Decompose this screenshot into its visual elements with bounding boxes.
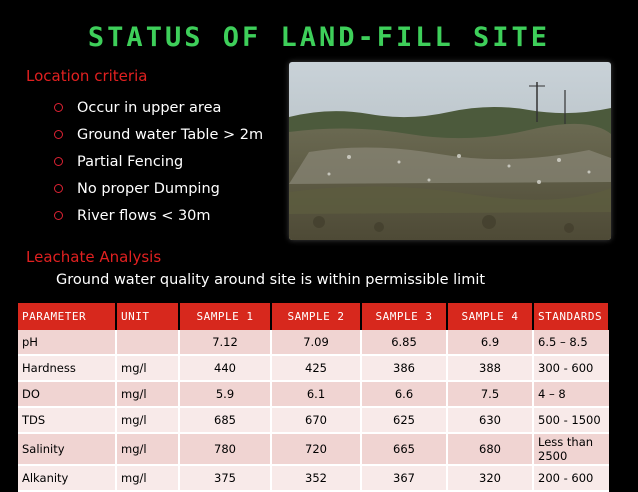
list-item: Ground water Table > 2m	[50, 121, 263, 148]
table-cell: mg/l	[116, 355, 179, 381]
column-header: SAMPLE 4	[447, 303, 533, 330]
list-item: Partial Fencing	[50, 148, 263, 175]
table-cell: 7.5	[447, 381, 533, 407]
table-cell	[116, 330, 179, 355]
table-cell: mg/l	[116, 433, 179, 465]
column-header: SAMPLE 1	[179, 303, 271, 330]
table-cell: Hardness	[18, 355, 116, 381]
leachate-analysis-heading: Leachate Analysis	[26, 248, 162, 266]
column-header: SAMPLE 2	[271, 303, 361, 330]
table-cell: 4 – 8	[533, 381, 609, 407]
water-quality-table	[18, 303, 610, 492]
table-cell: TDS	[18, 407, 116, 433]
column-header: SAMPLE 3	[361, 303, 447, 330]
table-cell: 6.5 – 8.5	[533, 330, 609, 355]
table-cell: Alkanity	[18, 465, 116, 491]
list-item: Occur in upper area	[50, 94, 263, 121]
column-header: PARAMETER	[18, 303, 116, 330]
bullet-circle-icon	[54, 211, 63, 220]
landfill-site-photo	[289, 62, 611, 240]
table-cell: 6.1	[271, 381, 361, 407]
table-cell: 630	[447, 407, 533, 433]
slide-title: STATUS OF LAND-FILL SITE	[87, 22, 551, 53]
bullet-circle-icon	[54, 130, 63, 139]
table-row	[18, 465, 609, 491]
table-cell: 388	[447, 355, 533, 381]
bullet-circle-icon	[54, 184, 63, 193]
list-item: River flows < 30m	[50, 202, 263, 229]
table-cell: mg/l	[116, 381, 179, 407]
bullet-circle-icon	[54, 103, 63, 112]
column-header: STANDARDS	[533, 303, 609, 330]
table-row	[18, 433, 609, 465]
table-cell: 375	[179, 465, 271, 491]
table-row	[18, 407, 609, 433]
table-cell: 7.09	[271, 330, 361, 355]
table-cell: pH	[18, 330, 116, 355]
table-cell: 7.12	[179, 330, 271, 355]
table-cell: 780	[179, 433, 271, 465]
location-criteria-heading: Location criteria	[26, 67, 148, 85]
table-cell: 670	[271, 407, 361, 433]
leachate-summary-text: Ground water quality around site is within permissible limit	[56, 272, 486, 288]
table-cell: 320	[447, 465, 533, 491]
table-header-row	[18, 303, 609, 330]
table-cell: 300 - 600	[533, 355, 609, 381]
table-cell: 680	[447, 433, 533, 465]
table-cell: Salinity	[18, 433, 116, 465]
table-cell: 367	[361, 465, 447, 491]
table-cell: Less than 2500	[533, 433, 609, 465]
list-item: No proper Dumping	[50, 175, 263, 202]
table-cell: mg/l	[116, 465, 179, 491]
table-row	[18, 330, 609, 355]
table-row	[18, 355, 609, 381]
table-cell: 5.9	[179, 381, 271, 407]
table-cell: 685	[179, 407, 271, 433]
table-cell: 440	[179, 355, 271, 381]
location-criteria-list	[50, 94, 263, 229]
table-cell: 500 - 1500	[533, 407, 609, 433]
table-cell: mg/l	[116, 407, 179, 433]
table-cell: 665	[361, 433, 447, 465]
column-header: UNIT	[116, 303, 179, 330]
table-cell: 386	[361, 355, 447, 381]
bullet-circle-icon	[54, 157, 63, 166]
table-cell: 6.9	[447, 330, 533, 355]
table-cell: 720	[271, 433, 361, 465]
table-cell: 6.85	[361, 330, 447, 355]
table-cell: 6.6	[361, 381, 447, 407]
table-cell: 200 - 600	[533, 465, 609, 491]
table-cell: 352	[271, 465, 361, 491]
table-cell: 625	[361, 407, 447, 433]
table-cell: 425	[271, 355, 361, 381]
table-cell: DO	[18, 381, 116, 407]
table-row	[18, 381, 609, 407]
